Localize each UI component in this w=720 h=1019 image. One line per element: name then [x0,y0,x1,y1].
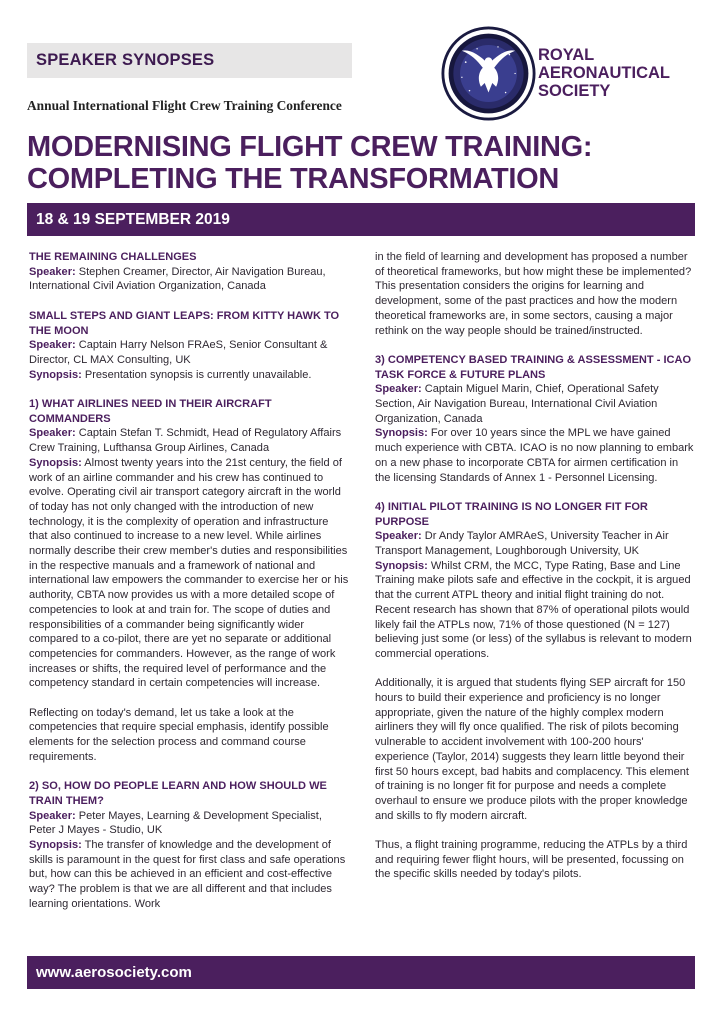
logo-wordmark [538,46,670,100]
synopsis-paragraph: Additionally, it is argued that students flying SEP aircraft for 150 hours to build their experience and proficiency is no longer appropriate, given the nature of the highly complex modern airliners they will fly once qualified. The risk of pilots becoming vulnerable to accident involvement with 100-200 hours' experience (Taylor, 2014) suggests they learn little beyond their first 50 hours except, bad habits and complacency. This element of training is no longer fit for purpose and needs a complete overhaul to ensure we produce pilots with the proper knowledge and skills to fly modern aircraft. [375,677,689,822]
synopsis-text: Whilst CRM, the MCC, Type Rating, Base and Line Training make pilots safe and effective in the cockpit, it is argued that the current ATPL theory and initial flight training do not. Recent research has shown that 87% of operational pilots would likely fail the ATPLs now, 71% of those questioned (N = 127) believing just some (or less) of the syllabus is relevant to modern commercial operations. [375,559,692,660]
session-speaker [375,529,695,558]
session-speaker [29,809,349,838]
session-speaker [29,265,349,294]
society-logo-icon [441,26,536,121]
speaker-text: Dr Andy Taylor AMRAeS, University Teacher in Air Transport Management, Loughborough University, UK [375,530,669,558]
speaker-text: Captain Stefan T. Schmidt, Head of Regulatory Affairs Crew Training, Lufthansa Group Airlines, Canada [29,427,342,455]
event-date: 18 & 19 SEPTEMBER 2019 [27,203,695,236]
speaker-label: Speaker: [375,530,422,543]
left-column [29,250,349,912]
session-heading: 4) INITIAL PILOT TRAINING IS NO LONGER FIT FOR PURPOSE [375,500,648,528]
speaker-label: Speaker: [375,383,422,396]
synopsis-label: Synopsis: [29,456,82,469]
right-column [375,250,695,882]
footer-url[interactable]: www.aerosociety.com [27,956,695,989]
session-speaker [29,426,349,455]
session-heading: 3) COMPETENCY BASED TRAINING & ASSESSMENT - ICAO TASK FORCE & FUTURE PLANS [375,353,692,381]
speaker-label: Speaker: [29,265,76,278]
session-speaker [375,382,695,426]
section-tag: SPEAKER SYNOPSES [27,43,352,78]
synopsis-text: For over 10 years since the MPL we have gained much experience with CBTA. ICAO is no now planning to embark on a new phase to incorporate CBTA for airmen certification in the licensing Standards of Annex 1 - Personnel Licensing. [375,427,694,484]
logo-line-3: SOCIETY [538,82,611,100]
logo-line-2: AERONAUTICAL [538,64,670,82]
session-synopsis [29,838,349,912]
logo-line-1: ROYAL [538,46,595,64]
conference-name: Annual International Flight Crew Training Conference [27,98,342,113]
session-heading: 2) SO, HOW DO PEOPLE LEARN AND HOW SHOULD WE TRAIN THEM? [29,780,327,807]
title-line-1: MODERNISING FLIGHT CREW TRAINING: [27,131,593,163]
synopsis-label: Synopsis: [29,839,82,852]
speaker-label: Speaker: [29,427,76,440]
session-heading: 1) WHAT AIRLINES NEED IN THEIR AIRCRAFT COMMANDERS [29,398,272,425]
synopsis-paragraph: in the field of learning and development has proposed a number of theoretical frameworks, but how might these be implemented? This presentation considers the origins for learning and development, some of the past practices and how the modern theoretical frameworks are, in some sectors, causing a major rethink on the way people should be trained/instructed. [375,251,692,337]
synopsis-text: Presentation synopsis is currently unavailable. [81,368,312,381]
speaker-text: Stephen Creamer, Director, Air Navigation Bureau, International Civil Aviation Organization, Canada [29,265,326,293]
synopsis-label: Synopsis: [375,559,428,572]
speaker-text: Captain Harry Nelson FRAeS, Senior Consultant & Director, CL MAX Consulting, UK [29,339,328,366]
session-synopsis [375,426,695,485]
session-synopsis [29,456,349,691]
synopsis-text: Almost twenty years into the 21st century, the field of work of an airline commander and his crew has continued to evolve. Operating civil air transport category aircraft in the world of today has not only changed with the introduction of new technology, it is the complexity of operation and infrastructure that also continued to increase to a new level. While airlines normally describe their crew member's duties and responsibilities in the respective manuals and a framework of national and international law empowers the commander to exercise her or his authority, CBTA now provides us with a more detailed scope of competencies to look at and train for. The scope of duties and responsibilities of a commander being significantly wider compared to a co-pilot, there are yet no separate or additional competencies for commanders. However, as the range of work increases or shifts, the required level of performance and the competency standard in certain competencies will increase. [29,456,349,690]
synopsis-label: Synopsis: [375,427,428,440]
speaker-text: Captain Miguel Marin, Chief, Operational Safety Section, Air Navigation Bureau, International Civil Aviation Organization, Canada [375,383,659,425]
session-synopsis [375,559,695,662]
speaker-text: Peter Mayes, Learning & Development Specialist, Peter J Mayes - Studio, UK [29,809,322,837]
speaker-label: Speaker: [29,809,76,822]
speaker-label: Speaker: [29,339,76,352]
session-synopsis [29,368,349,383]
synopsis-text: The transfer of knowledge and the development of skills is paramount in the quest for first class and safe operations but, how can this be achieved in an efficient and cost-effective way? The problem is that we are all different and that includes learning orientations. Work [29,839,346,910]
synopsis-label: Synopsis: [29,368,82,381]
session-heading: THE REMAINING CHALLENGES [29,251,197,263]
session-heading: SMALL STEPS AND GIANT LEAPS: FROM KITTY HAWK TO THE MOON [29,309,340,337]
session-speaker [29,338,349,367]
title-line-2: COMPLETING THE TRANSFORMATION [27,163,560,195]
synopsis-paragraph: Thus, a flight training programme, reducing the ATPLs by a third and requiring fewer flight hours, will be presented, focussing on the specific skills needed by today's pilots. [375,839,688,881]
synopsis-paragraph: Reflecting on today's demand, let us take a look at the competencies that require special emphasis, identify possible elements for the selection process and command course requirements. [29,706,329,763]
page-title [27,131,707,195]
